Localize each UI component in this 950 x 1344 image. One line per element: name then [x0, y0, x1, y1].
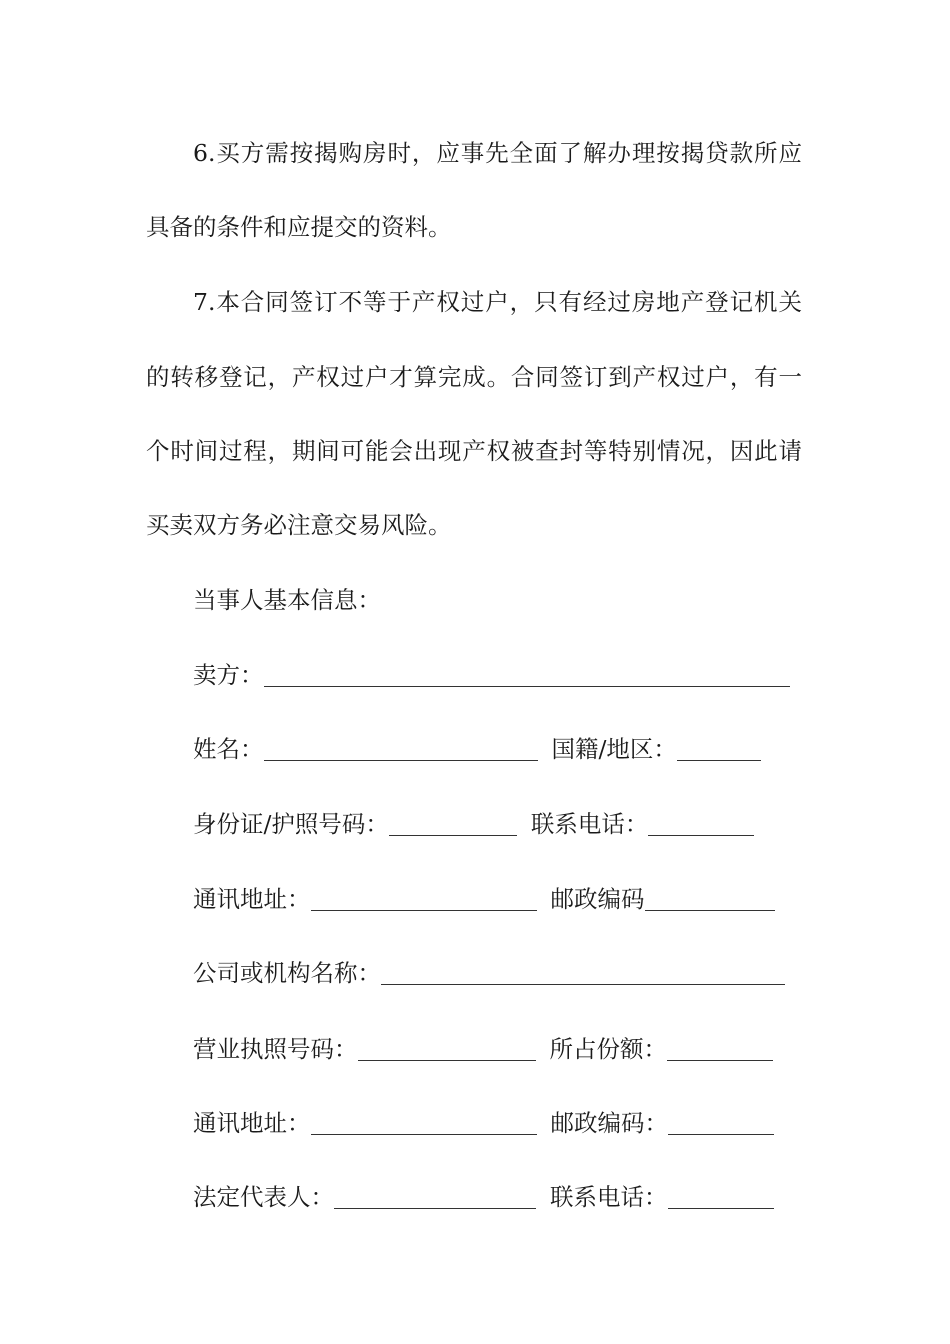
paragraph-6-line-1: 6.买方需按揭购房时，应事先全面了解办理按揭贷款所应 — [193, 139, 802, 167]
postcode-label: 邮政编码 — [550, 885, 645, 913]
id-row — [193, 809, 754, 839]
postcode-field[interactable] — [645, 888, 775, 911]
paragraph-7-line-1: 7.本合同签订不等于产权过户，只有经过房地产登记机关 — [193, 288, 802, 316]
paragraph-7-line-3: 个时间过程，期间可能会出现产权被查封等特别情况，因此请 — [146, 437, 802, 465]
address2-field[interactable] — [311, 1112, 537, 1135]
company-field[interactable] — [381, 962, 785, 985]
nationality-label: 国籍/地区： — [551, 735, 677, 763]
license-field[interactable] — [358, 1038, 536, 1061]
address-field[interactable] — [311, 888, 537, 911]
name-row — [193, 734, 761, 764]
seller-row — [193, 660, 790, 690]
share-field[interactable] — [667, 1038, 773, 1061]
postcode2-field[interactable] — [668, 1112, 774, 1135]
license-label: 营业执照号码： — [193, 1035, 358, 1063]
phone-label: 联系电话： — [530, 810, 649, 838]
address-label: 通讯地址： — [193, 885, 311, 913]
name-label: 姓名： — [193, 735, 264, 763]
seller-label: 卖方： — [193, 661, 264, 689]
name-field[interactable] — [264, 738, 538, 761]
company-row — [193, 958, 785, 988]
address-row — [193, 884, 775, 914]
id-number-field[interactable] — [389, 813, 517, 836]
company-label: 公司或机构名称： — [193, 959, 381, 987]
seller-field[interactable] — [264, 664, 790, 687]
legal-rep-field[interactable] — [334, 1186, 536, 1209]
address2-row — [193, 1108, 774, 1138]
license-row — [193, 1034, 773, 1064]
address2-label: 通讯地址： — [193, 1109, 311, 1137]
paragraph-6-line-2: 具备的条件和应提交的资料。 — [146, 213, 452, 241]
party-info-heading: 当事人基本信息： — [193, 586, 381, 614]
id-number-label: 身份证/护照号码： — [193, 810, 389, 838]
phone2-field[interactable] — [668, 1186, 774, 1209]
share-label: 所占份额： — [549, 1035, 667, 1063]
paragraph-7-line-2: 的转移登记，产权过户才算完成。合同签订到产权过户，有一 — [146, 363, 802, 391]
phone2-label: 联系电话： — [550, 1183, 668, 1211]
legal-rep-row — [193, 1182, 774, 1212]
legal-rep-label: 法定代表人： — [193, 1183, 334, 1211]
postcode2-label: 邮政编码： — [550, 1109, 668, 1137]
nationality-field[interactable] — [677, 738, 761, 761]
paragraph-7-line-4: 买卖双方务必注意交易风险。 — [146, 511, 452, 539]
phone-field[interactable] — [648, 813, 754, 836]
